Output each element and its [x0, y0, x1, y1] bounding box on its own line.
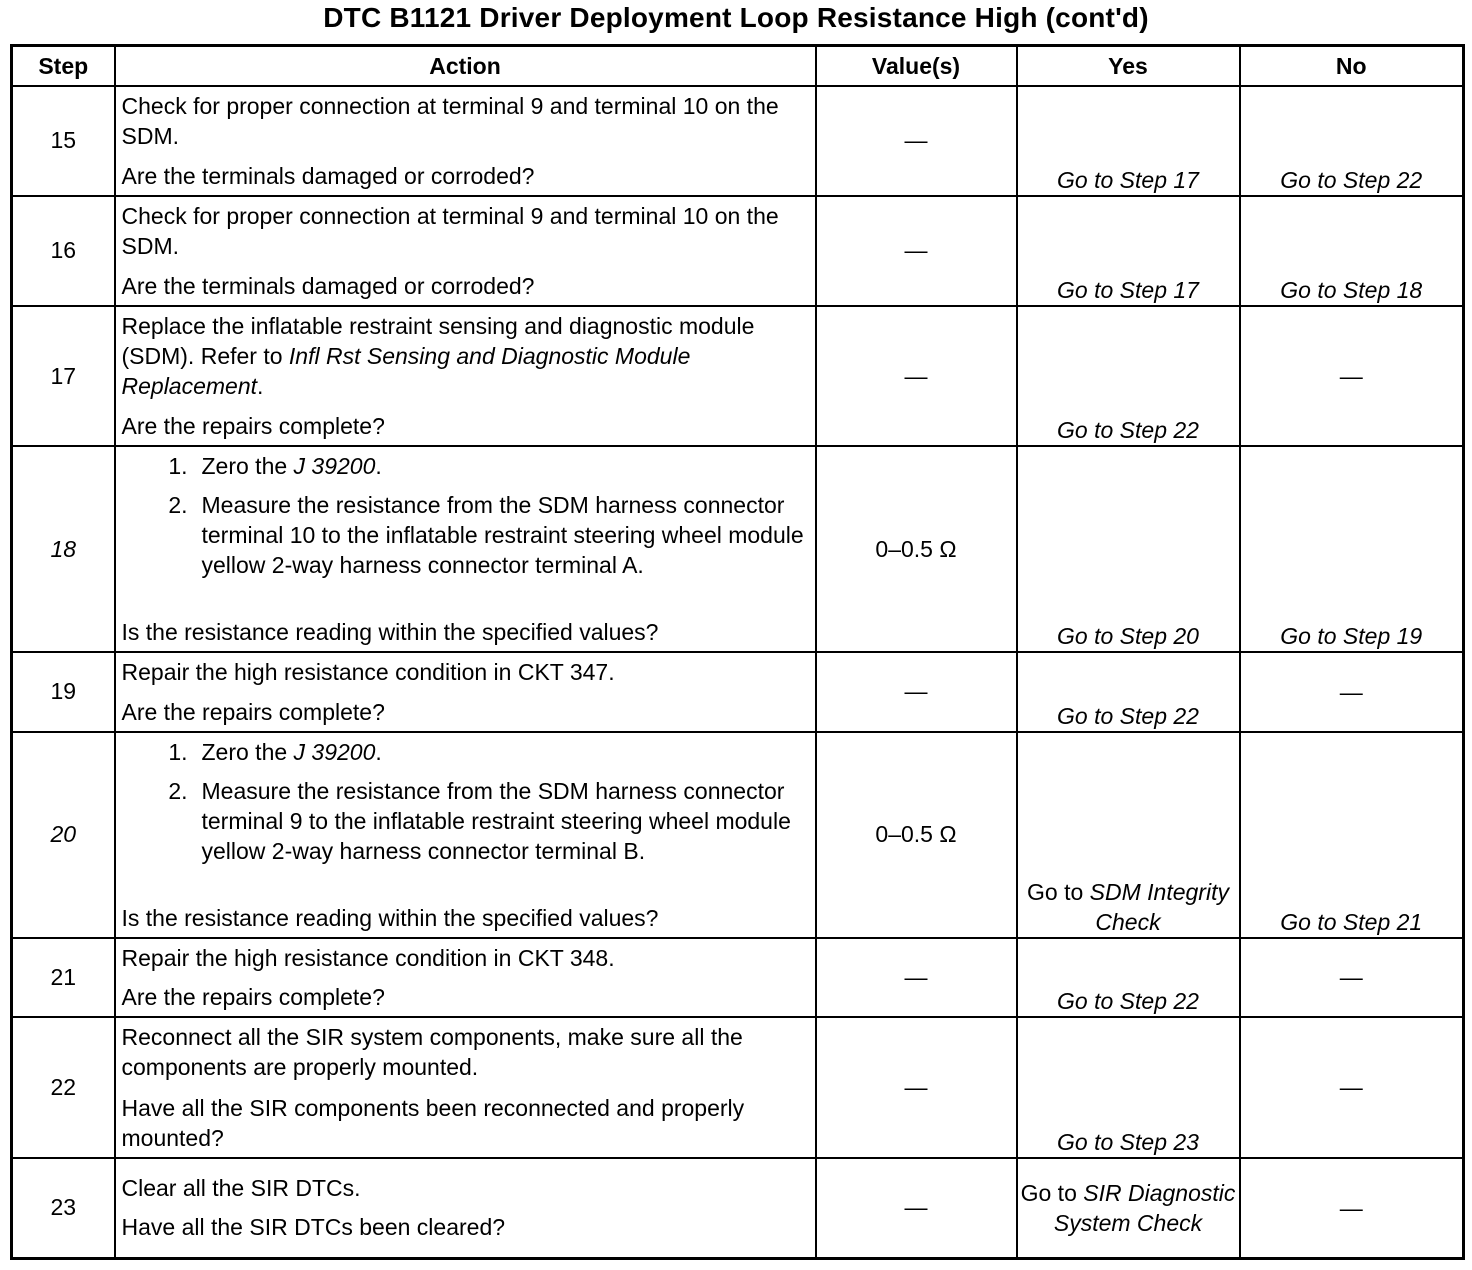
step-number: 23: [12, 1158, 115, 1259]
no-cell: Go to Step 21: [1240, 732, 1464, 938]
step-number: 22: [12, 1017, 115, 1157]
action-list: [122, 451, 807, 580]
list-text: Measure the resistance from the SDM harness connector terminal 9 to the inflatable restraint steering wheel module yellow 2-way harness connector terminal B.: [201, 777, 791, 864]
yes-cell: Go to Step 22: [1017, 306, 1240, 446]
header-values: Value(s): [816, 46, 1017, 87]
list-number: 2.: [168, 777, 188, 804]
value-cell: —: [816, 1158, 1017, 1259]
procedure-reference: Infl Rst Sensing and Diagnostic Module Replacement: [121, 342, 691, 399]
action-instruction: Check for proper connection at terminal 9 and terminal 10 on the SDM.: [121, 202, 779, 259]
value-cell: —: [816, 1017, 1017, 1157]
action-question: Are the terminals damaged or corroded?: [121, 272, 535, 299]
action-question: Are the repairs complete?: [121, 413, 385, 440]
action-question: Is the resistance reading within the specified values?: [121, 619, 659, 646]
header-yes: Yes: [1017, 46, 1240, 87]
action-instruction: Repair the high resistance condition in CKT 347.: [121, 659, 615, 686]
procedure-reference: SIR Diagnostic System Check: [1053, 1179, 1236, 1236]
action-question: Are the repairs complete?: [121, 698, 385, 725]
table-row: [12, 732, 1464, 938]
yes-cell: Go to Step 23: [1017, 1017, 1240, 1157]
list-item: [122, 490, 807, 580]
list-number: 2.: [168, 492, 188, 519]
value-cell: 0–0.5 Ω: [816, 732, 1017, 938]
list-end: .: [375, 738, 382, 765]
list-end: .: [375, 453, 382, 480]
action-text: Replace the inflatable restraint sensing and diagnostic module (SDM). Refer to: [121, 312, 755, 369]
action-cell: [115, 1158, 816, 1259]
action-question: Are the repairs complete?: [121, 984, 385, 1011]
action-cell: [115, 86, 816, 196]
action-cell: [115, 1017, 816, 1157]
action-instruction: Clear all the SIR DTCs.: [121, 1175, 361, 1202]
header-step: Step: [12, 46, 115, 87]
action-cell: [115, 446, 816, 652]
header-row: [12, 46, 1464, 87]
action-question: Have all the SIR DTCs been cleared?: [121, 1214, 506, 1241]
step-number: 19: [12, 652, 115, 732]
procedure-reference: SDM Integrity Check: [1089, 878, 1229, 935]
value-cell: 0–0.5 Ω: [816, 446, 1017, 652]
step-number: 16: [12, 196, 115, 306]
action-cell: [115, 652, 816, 732]
table-row: [12, 446, 1464, 652]
yes-prefix: Go to: [1027, 878, 1090, 905]
list-item: [122, 451, 807, 481]
yes-cell: [1017, 732, 1240, 938]
step-number: 21: [12, 938, 115, 1018]
step-number: 18: [12, 446, 115, 652]
action-question: Are the terminals damaged or corroded?: [121, 162, 535, 189]
page-title: DTC B1121 Driver Deployment Loop Resistance High (cont'd): [323, 2, 1149, 33]
action-instruction: [122, 311, 807, 401]
no-cell: —: [1240, 1158, 1464, 1259]
yes-prefix: Go to: [1020, 1179, 1084, 1206]
action-end: .: [257, 372, 264, 399]
table-row: [12, 196, 1464, 306]
table-row: [12, 652, 1464, 732]
value-cell: —: [816, 938, 1017, 1018]
value-cell: —: [816, 652, 1017, 732]
yes-cell: Go to Step 22: [1017, 652, 1240, 732]
no-cell: —: [1240, 1017, 1464, 1157]
no-cell: Go to Step 18: [1240, 196, 1464, 306]
list-number: 1.: [168, 738, 188, 765]
no-cell: —: [1240, 938, 1464, 1018]
step-number: 17: [12, 306, 115, 446]
yes-cell: [1017, 1158, 1240, 1259]
table-row: [12, 86, 1464, 196]
no-cell: Go to Step 22: [1240, 86, 1464, 196]
list-text: Zero the: [201, 453, 294, 480]
no-cell: —: [1240, 652, 1464, 732]
value-cell: —: [816, 196, 1017, 306]
tool-reference: J 39200: [293, 738, 376, 765]
tool-reference: J 39200: [293, 453, 376, 480]
list-item: [122, 737, 807, 767]
action-cell: [115, 732, 816, 938]
action-question: Is the resistance reading within the specified values?: [121, 904, 659, 931]
no-cell: —: [1240, 306, 1464, 446]
list-number: 1.: [168, 453, 188, 480]
table-row: [12, 306, 1464, 446]
no-cell: Go to Step 19: [1240, 446, 1464, 652]
action-cell: [115, 938, 816, 1018]
action-cell: [115, 196, 816, 306]
step-number: 15: [12, 86, 115, 196]
yes-cell: Go to Step 17: [1017, 196, 1240, 306]
step-number: 20: [12, 732, 115, 938]
action-instruction: Repair the high resistance condition in CKT 348.: [121, 944, 615, 971]
diagnostic-table: [10, 44, 1465, 1260]
table-row: [12, 1158, 1464, 1259]
header-action: Action: [115, 46, 816, 87]
yes-cell: Go to Step 17: [1017, 86, 1240, 196]
table-row: [12, 938, 1464, 1018]
yes-cell: Go to Step 20: [1017, 446, 1240, 652]
action-cell: [115, 306, 816, 446]
list-item: [122, 776, 807, 866]
action-instruction: Reconnect all the SIR system components, make sure all the components are properly mounted.: [121, 1024, 743, 1081]
value-cell: —: [816, 306, 1017, 446]
list-text: Zero the: [201, 738, 294, 765]
table-row: [12, 1017, 1464, 1157]
value-cell: —: [816, 86, 1017, 196]
action-instruction: Check for proper connection at terminal 9 and terminal 10 on the SDM.: [121, 93, 779, 149]
header-no: No: [1240, 46, 1464, 87]
action-question: Have all the SIR components been reconnected and properly mounted?: [121, 1094, 745, 1151]
yes-cell: Go to Step 22: [1017, 938, 1240, 1018]
list-text: Measure the resistance from the SDM harness connector terminal 10 to the inflatable restraint steering wheel module yellow 2-way harness connector terminal A.: [201, 492, 804, 579]
action-list: [122, 737, 807, 866]
